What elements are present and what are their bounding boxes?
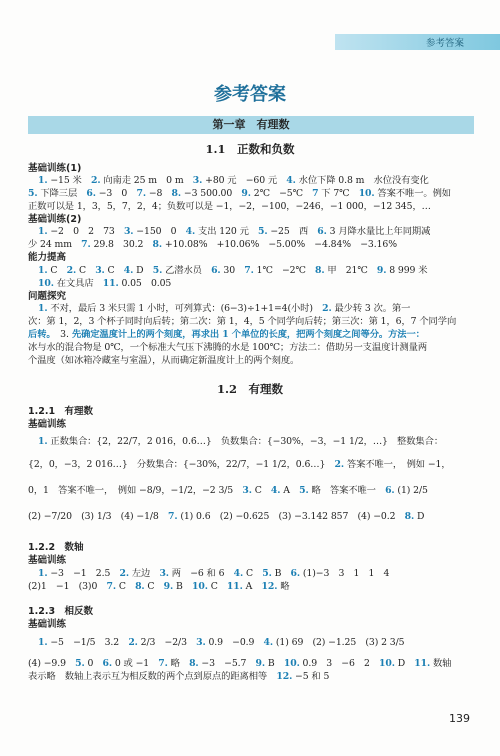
- answer-text: −5 −1/5 3.2: [47, 637, 129, 648]
- question-number: 1.: [38, 568, 48, 579]
- answer-text: 0.9 −0.9: [205, 637, 264, 648]
- answer-line: [38, 565, 389, 579]
- question-number: 12.: [261, 581, 278, 592]
- answer-line: [28, 185, 451, 199]
- subheading-basic: 基础训练: [28, 419, 67, 430]
- page-number: 139: [449, 712, 470, 725]
- question-number: 10.: [283, 658, 300, 669]
- question-number: 8.: [135, 581, 145, 592]
- answer-text: 0.05 0.05: [118, 278, 172, 289]
- answer-text: (2)1 −1 (3)0: [28, 581, 107, 592]
- answer-text: 表示略 数轴上表示互为相反数的两个点到原点的距离相等: [28, 671, 277, 682]
- question-number: 7.: [106, 581, 116, 592]
- question-number: 8.: [404, 511, 415, 522]
- answer-text: 3.: [60, 329, 69, 340]
- answer-line: [38, 172, 429, 186]
- question-number: 11.: [226, 581, 243, 592]
- answer-text: 不对，最后 3 米只需 1 小时，可列算式：(6−3)÷1+1=4(小时): [47, 303, 323, 314]
- answer-text: −5 和 5: [292, 671, 330, 682]
- answer-text: 0.9 3 −6 2: [299, 658, 379, 669]
- question-number: 先确定温度计上的两个刻度，再求出 1 个单位的长度，把两个刻度之间等分。方法一：: [68, 329, 425, 340]
- answer-text: 数轴: [430, 658, 452, 669]
- question-number: 7.: [158, 658, 168, 669]
- answer-line: 次：第 1，2，3 个杯子同时向后转；第二次：第 1，4，5 个同学向后转；第三次：第 1，6，7 个同学向: [28, 316, 457, 327]
- answer-line: [28, 456, 451, 470]
- subheading-inquiry: 问题探究: [28, 291, 67, 302]
- question-number: 7.: [167, 511, 178, 522]
- question-number: 4.: [286, 175, 296, 186]
- answer-text: 29.8 30.2: [90, 239, 153, 250]
- answer-text: 3 月降水量比上年同期减: [326, 226, 431, 237]
- answer-text: −8: [145, 188, 172, 199]
- answer-text: 1℃ −2℃: [253, 265, 315, 276]
- answer-text: (4) −9.9: [28, 658, 76, 669]
- answer-text: 在文具店: [53, 278, 103, 289]
- page-title: 参考答案: [214, 84, 286, 105]
- answer-text: 乙潜水员: [162, 265, 212, 276]
- question-number: 6.: [102, 658, 113, 669]
- answer-text: 答案不唯一， 例如 −1，: [344, 459, 451, 470]
- answer-text: 下降三层: [37, 188, 87, 199]
- answer-text: C: [76, 265, 96, 276]
- answer-line: [38, 262, 427, 276]
- answer-line: 正数可以是 1，3，5，7，2，4；负数可以是 −1，−2，−100，−246，−1 000，−12 345，…: [28, 201, 431, 212]
- header-tab: [335, 34, 500, 50]
- question-number: 8.: [152, 239, 163, 250]
- answer-text: D: [394, 658, 415, 669]
- answer-text: 略: [167, 658, 190, 669]
- answer-text: −3 500.00: [181, 188, 242, 199]
- answer-line: [28, 508, 424, 522]
- question-number: 6.: [317, 226, 327, 237]
- question-number: 12.: [276, 671, 293, 682]
- question-number: 5.: [257, 226, 268, 237]
- question-number: 7.: [136, 188, 146, 199]
- answer-text: C: [251, 485, 271, 496]
- question-number: 5.: [262, 568, 272, 579]
- question-number: 2.: [322, 303, 332, 314]
- answer-text: B: [173, 581, 192, 592]
- question-number: 1.: [38, 226, 48, 237]
- answer-text: (1) 2/5: [394, 485, 428, 496]
- chapter-heading: 第一章 有理数: [28, 116, 474, 134]
- answer-line: [38, 275, 171, 289]
- answer-text: C: [104, 265, 124, 276]
- question-number: 2.: [128, 637, 138, 648]
- answer-text: +10.08% +10.06% −5.00% −4.84% −3.16%: [162, 239, 397, 250]
- question-number: 7.: [81, 239, 91, 250]
- answer-text: 水位下降 0.8 m 水位没有变化: [295, 175, 429, 186]
- question-number: 2.: [90, 175, 101, 186]
- answer-line: [38, 634, 404, 648]
- question-number: 6.: [86, 188, 96, 199]
- answer-line: 个温度（如冰箱冷藏室与室温），从而确定新温度计上的两个刻度。: [28, 355, 300, 366]
- question-number: 1.: [38, 303, 48, 314]
- answer-text: −25 西: [267, 226, 318, 237]
- answer-text: −3 −1 2.5: [47, 568, 120, 579]
- subheading-basic: 基础训练: [28, 619, 67, 630]
- answer-text: B: [271, 568, 291, 579]
- question-number: 11.: [102, 278, 119, 289]
- answer-text: 少 24 mm: [28, 239, 82, 250]
- answer-text: 0，1 答案不唯一， 例如 −8/9，−1/2，−2 3/5: [28, 485, 243, 496]
- question-number: 9.: [241, 188, 251, 199]
- subheading-ability: 能力提高: [28, 252, 67, 263]
- answer-text: C: [243, 568, 263, 579]
- question-number: 7: [312, 188, 319, 199]
- answer-text: D: [414, 511, 425, 522]
- answer-text: −3 0: [95, 188, 137, 199]
- answer-text: (1) 69 (2) −1.25 (3) 2 3/5: [273, 637, 405, 648]
- answer-text: C: [115, 581, 136, 592]
- answer-text: −15 米: [47, 175, 91, 186]
- question-number: 4.: [123, 265, 134, 276]
- subheading-1-2-3: 1.2.3 相反数: [28, 606, 94, 617]
- question-number: 6.: [290, 568, 301, 579]
- answer-text: {2，0，−3，2 016…} 分数集合：{−30%，22/7，−1 1/2，0.6̇…}: [28, 459, 335, 470]
- question-number: 7.: [244, 265, 254, 276]
- question-number: 10.: [378, 658, 395, 669]
- answer-text: (1) 0.6 (2) −0.625 (3) −3.142 857 (4) −0.2̇: [177, 511, 405, 522]
- question-number: 3.: [196, 637, 206, 648]
- header-tab-label: 参考答案: [425, 38, 464, 49]
- question-number: 9.: [255, 658, 266, 669]
- subheading-basic-1: 基础训练(1): [28, 163, 82, 174]
- answer-text: −3 −5.7: [198, 658, 256, 669]
- answer-text: 2/3 −2/3: [137, 637, 197, 648]
- question-number: 4.: [185, 226, 196, 237]
- answer-line: [28, 578, 289, 592]
- answer-text: C: [144, 581, 164, 592]
- answer-text: (1)−3 3 1 1 4: [300, 568, 390, 579]
- answer-text: B: [265, 658, 284, 669]
- answer-line: [38, 300, 410, 314]
- answer-text: A: [242, 581, 262, 592]
- question-number: 后转。: [28, 329, 61, 340]
- answer-line: [28, 326, 425, 340]
- question-number: 9.: [163, 581, 174, 592]
- answer-text: C: [207, 581, 227, 592]
- answer-line: [38, 223, 430, 237]
- answer-text: 略 答案不唯一: [308, 485, 386, 496]
- answer-text: 略: [277, 581, 290, 592]
- answer-text: 8 999 米: [386, 265, 428, 276]
- answer-line: [28, 482, 428, 496]
- question-number: 2.: [119, 568, 129, 579]
- answer-text: 左边: [128, 568, 160, 579]
- answer-text: 甲 21℃: [324, 265, 377, 276]
- answer-text: 2℃ −5℃: [250, 188, 313, 199]
- answer-text: 正数集合：{2，22/7，2 016，0.6̇…} 负数集合：{−30%，−3，−1 1/2，…} 整数集合：: [47, 436, 444, 447]
- answer-line: 冰与水的混合物是 0℃，一个标准大气压下沸腾的水是 100℃；方法二：借助另一支温度计测量两: [28, 342, 428, 353]
- answer-line: [28, 236, 397, 250]
- question-number: 10.: [358, 188, 375, 199]
- answer-text: 0: [84, 658, 103, 669]
- question-number: 3.: [123, 226, 134, 237]
- question-number: 9.: [376, 265, 387, 276]
- subheading-1-2-1: 1.2.1 有理数: [28, 406, 94, 417]
- answer-text: D: [133, 265, 153, 276]
- answer-text: C: [47, 265, 67, 276]
- answer-text: 答案不唯一。例如: [374, 188, 451, 199]
- answer-text: 下 7℃: [318, 188, 359, 199]
- question-number: 8.: [314, 265, 325, 276]
- question-number: 4.: [263, 637, 274, 648]
- question-number: 3.: [159, 568, 169, 579]
- answer-text: 0 或 −1: [112, 658, 159, 669]
- question-number: 5.: [152, 265, 163, 276]
- answer-text: 30: [220, 265, 245, 276]
- question-number: 10.: [191, 581, 208, 592]
- subheading-basic: 基础训练: [28, 555, 67, 566]
- answer-text: −150 0: [133, 226, 186, 237]
- question-number: 3.: [95, 265, 105, 276]
- question-number: 2.: [334, 459, 345, 470]
- subheading-basic-2: 基础训练(2): [28, 214, 82, 225]
- answer-text: 向南走 25 m 0 m: [100, 175, 193, 186]
- answer-text: (2) −7/20 (3) 1/3 (4) −1/8: [28, 511, 168, 522]
- question-number: 6.: [211, 265, 221, 276]
- question-number: 11.: [414, 658, 431, 669]
- question-number: 8.: [171, 188, 182, 199]
- question-number: 8.: [189, 658, 199, 669]
- answer-text: 两 −6 和 6: [168, 568, 234, 579]
- question-number: 6.: [385, 485, 395, 496]
- question-number: 4.: [270, 485, 281, 496]
- question-number: 1.: [38, 637, 48, 648]
- question-number: 4.: [233, 568, 244, 579]
- answer-text: +80 元 −60 元: [202, 175, 287, 186]
- question-number: 3.: [242, 485, 252, 496]
- answer-text: 支出 120 元: [195, 226, 258, 237]
- answer-line: [38, 433, 443, 447]
- answer-text: A: [280, 485, 300, 496]
- question-number: 10.: [38, 278, 54, 289]
- section-heading-1-1: 1.1 正数和负数: [205, 142, 295, 156]
- section-heading-1-2: 1.2 有理数: [216, 382, 283, 396]
- question-number: 5.: [75, 658, 85, 669]
- subheading-1-2-2: 1.2.2 数轴: [28, 542, 84, 553]
- question-number: 5.: [28, 188, 38, 199]
- answer-text: 最少转 3 次。第一: [331, 303, 411, 314]
- question-number: 5.: [299, 485, 309, 496]
- answer-line: [28, 655, 451, 669]
- question-number: 1.: [38, 265, 48, 276]
- question-number: 1.: [38, 436, 48, 447]
- question-number: 2.: [66, 265, 77, 276]
- question-number: 3.: [192, 175, 203, 186]
- answer-text: −2 0 2 73: [47, 226, 124, 237]
- question-number: 1.: [38, 175, 48, 186]
- answer-line: [28, 668, 329, 682]
